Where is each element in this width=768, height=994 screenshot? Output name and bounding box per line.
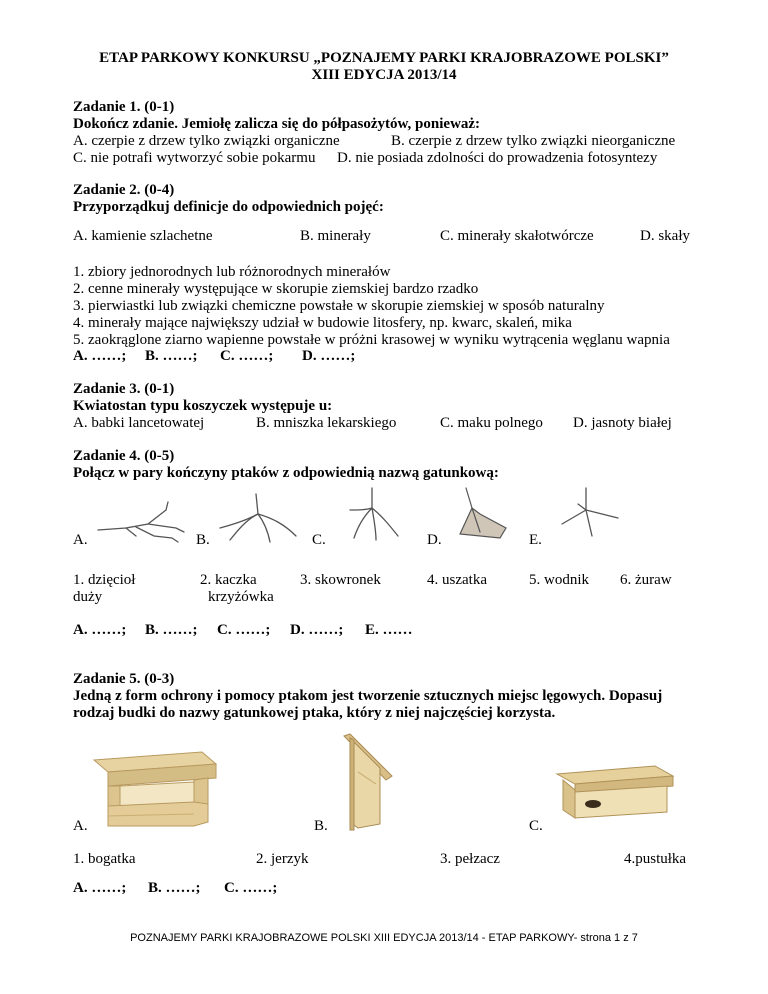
task2-term-a: A. kamienie szlachetne <box>73 228 213 244</box>
task3-heading: Zadanie 3. (0-1) <box>73 381 175 397</box>
task4-answer-e[interactable]: E. …… <box>365 622 413 638</box>
bird-foot-b-image <box>216 492 302 544</box>
bird-foot-d-image <box>452 484 512 542</box>
bird-foot-a-image <box>96 498 186 544</box>
task5-answer-b[interactable]: B. ……; <box>148 880 201 896</box>
task2-definition-4: 4. minerały mające największy udział w budowie litosfery, np. kwarc, skaleń, mika <box>73 315 572 331</box>
task4-image-label-b: B. <box>196 532 210 548</box>
nest-box-c-image <box>555 764 675 824</box>
bird-foot-e-image <box>556 484 622 542</box>
page-title-line1: ETAP PARKOWY KONKURSU „POZNAJEMY PARKI KRAJOBRAZOWE POLSKI” <box>99 50 669 66</box>
task4-image-label-c: C. <box>312 532 326 548</box>
task1-option-b: B. czerpie z drzew tylko związki nieorganiczne <box>391 133 676 149</box>
task2-term-d: D. skały <box>640 228 690 244</box>
task4-image-label-a: A. <box>73 532 88 548</box>
task5-image-label-a: A. <box>73 818 88 834</box>
task4-answer-a[interactable]: A. ……; <box>73 622 127 638</box>
task4-answer-b[interactable]: B. ……; <box>145 622 198 638</box>
task4-question: Połącz w pary kończyny ptaków z odpowiednią nazwą gatunkową: <box>73 465 499 481</box>
task3-question: Kwiatostan typu koszyczek występuje u: <box>73 398 333 414</box>
task3-option-b: B. mniszka lekarskiego <box>256 415 397 431</box>
task2-term-b: B. minerały <box>300 228 371 244</box>
task4-species-1-cont: duży <box>73 589 103 605</box>
task1-option-c: C. nie potrafi wytworzyć sobie pokarmu <box>73 150 316 166</box>
task2-answer-b[interactable]: B. ……; <box>145 348 198 364</box>
task4-answer-d[interactable]: D. ……; <box>290 622 344 638</box>
task5-species-4: 4.pustułka <box>624 851 687 867</box>
nest-box-a-image <box>90 742 220 832</box>
task1-heading: Zadanie 1. (0-1) <box>73 99 175 115</box>
task1-option-a: A. czerpie z drzew tylko związki organiczne <box>73 133 340 149</box>
task2-question: Przyporządkuj definicje do odpowiednich pojęć: <box>73 199 384 215</box>
page-footer: POZNAJEMY PARKI KRAJOBRAZOWE POLSKI XIII EDYCJA 2013/14 - ETAP PARKOWY- strona 1 z 7 <box>130 932 638 944</box>
task4-heading: Zadanie 4. (0-5) <box>73 448 175 464</box>
task2-term-c: C. minerały skałotwórcze <box>440 228 594 244</box>
task4-species-1: 1. dzięcioł <box>73 572 136 588</box>
task5-species-2: 2. jerzyk <box>256 851 309 867</box>
task3-option-a: A. babki lancetowatej <box>73 415 205 431</box>
task4-image-label-d: D. <box>427 532 442 548</box>
task2-answer-a[interactable]: A. ……; <box>73 348 127 364</box>
task5-heading: Zadanie 5. (0-3) <box>73 671 175 687</box>
task5-answer-a[interactable]: A. ……; <box>73 880 127 896</box>
task2-answer-d[interactable]: D. ……; <box>302 348 356 364</box>
bird-foot-c-image <box>342 486 408 544</box>
task1-option-d: D. nie posiada zdolności do prowadzenia fotosyntezy <box>337 150 658 166</box>
task4-species-6: 6. żuraw <box>620 572 672 588</box>
task3-option-d: D. jasnoty białej <box>573 415 672 431</box>
task1-question: Dokończ zdanie. Jemiołę zalicza się do półpasożytów, ponieważ: <box>73 116 481 132</box>
task5-question-line2: rodzaj budki do nazwy gatunkowej ptaka, który z niej najczęściej korzysta. <box>73 705 556 721</box>
task5-species-1: 1. bogatka <box>73 851 136 867</box>
task5-species-3: 3. pełzacz <box>440 851 500 867</box>
task4-image-label-e: E. <box>529 532 542 548</box>
task5-question-line1: Jedną z form ochrony i pomocy ptakom jest tworzenie sztucznych miejsc lęgowych. Dopasuj <box>73 688 663 704</box>
task4-species-2: 2. kaczka <box>200 572 257 588</box>
task5-image-label-c: C. <box>529 818 543 834</box>
task3-option-c: C. maku polnego <box>440 415 543 431</box>
task2-definition-2: 2. cenne minerały występujące w skorupie ziemskiej bardzo rzadko <box>73 281 479 297</box>
task4-species-5: 5. wodnik <box>529 572 589 588</box>
task2-answer-c[interactable]: C. ……; <box>220 348 274 364</box>
page-title-line2: XIII EDYCJA 2013/14 <box>311 67 457 83</box>
task2-definition-5: 5. zaokrąglone ziarno wapienne powstałe w próżni krasowej w wyniku wytrącenia węglanu wapnia <box>73 332 670 348</box>
task2-definition-3: 3. pierwiastki lub związki chemiczne powstałe w skorupie ziemskiej w sposób naturalny <box>73 298 605 314</box>
task2-heading: Zadanie 2. (0-4) <box>73 182 175 198</box>
task4-species-2-cont: krzyżówka <box>208 589 274 605</box>
task4-species-3: 3. skowronek <box>300 572 381 588</box>
task5-answer-c[interactable]: C. ……; <box>224 880 278 896</box>
nest-box-b-image <box>330 732 400 832</box>
task5-image-label-b: B. <box>314 818 328 834</box>
task4-answer-c[interactable]: C. ……; <box>217 622 271 638</box>
task4-species-4: 4. uszatka <box>427 572 487 588</box>
task2-definition-1: 1. zbiory jednorodnych lub różnorodnych minerałów <box>73 264 391 280</box>
